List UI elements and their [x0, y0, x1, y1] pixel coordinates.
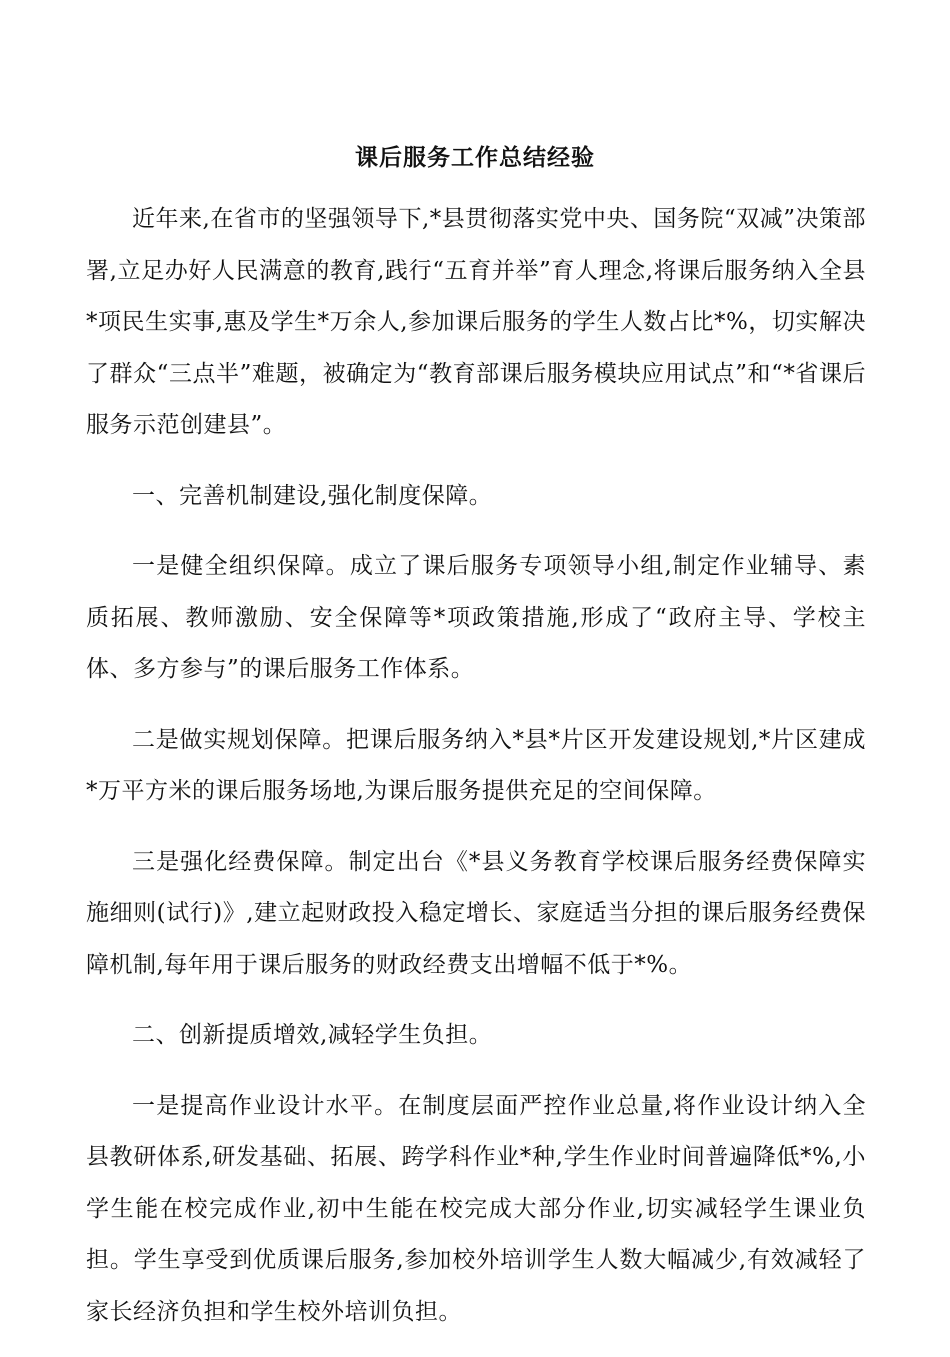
paragraph-intro: 近年来,在省市的坚强领导下,*县贯彻落实党中央、国务院“双减”决策部署,立足办好人民满意的教育,践行“五育并举”育人理念,将课后服务纳入全县*项民生实事,惠及学生*万余人,参加课后服务的学生人数占比*%，切实解决了群众“三点半”难题，被确定为“教育部课后服务模块应用试点”和“*省课后服务示范创建县”。 — [86, 206, 866, 438]
section-heading-1: 一、完善机制建设,强化制度保障。 — [132, 482, 493, 509]
paragraph-planning: 二是做实规划保障。把课后服务纳入*县*片区开发建设规划,*片区建成*万平方米的课后服务场地,为课后服务提供充足的空间保障。 — [86, 726, 866, 804]
paragraph-funding: 三是强化经费保障。制定出台《*县义务教育学校课后服务经费保障实施细则(试行)》,建立起财政投入稳定增长、家庭适当分担的课后服务经费保障机制,每年用于课后服务的财政经费支出增幅不低于*%。 — [86, 848, 866, 978]
paragraph-homework: 一是提高作业设计水平。在制度层面严控作业总量,将作业设计纳入全县教研体系,研发基础、拓展、跨学科作业*种,学生作业时间普遍降低*%,小学生能在校完成作业,初中生能在校完成大部分作业,切实减轻学生课业负担。学生享受到优质课后服务,参加校外培训学生人数大幅减少,有效减轻了家长经济负担和学生校外培训负担。 — [86, 1092, 866, 1325]
document-title: 课后服务工作总结经验 — [355, 144, 595, 171]
document-body — [86, 194, 866, 1357]
section-heading-2: 二、创新提质增效,减轻学生负担。 — [132, 1022, 493, 1048]
paragraph-organization: 一是健全组织保障。成立了课后服务专项领导小组,制定作业辅导、素质拓展、教师激励、安全保障等*项政策措施,形成了“政府主导、学校主体、多方参与”的课后服务工作体系。 — [86, 553, 866, 682]
